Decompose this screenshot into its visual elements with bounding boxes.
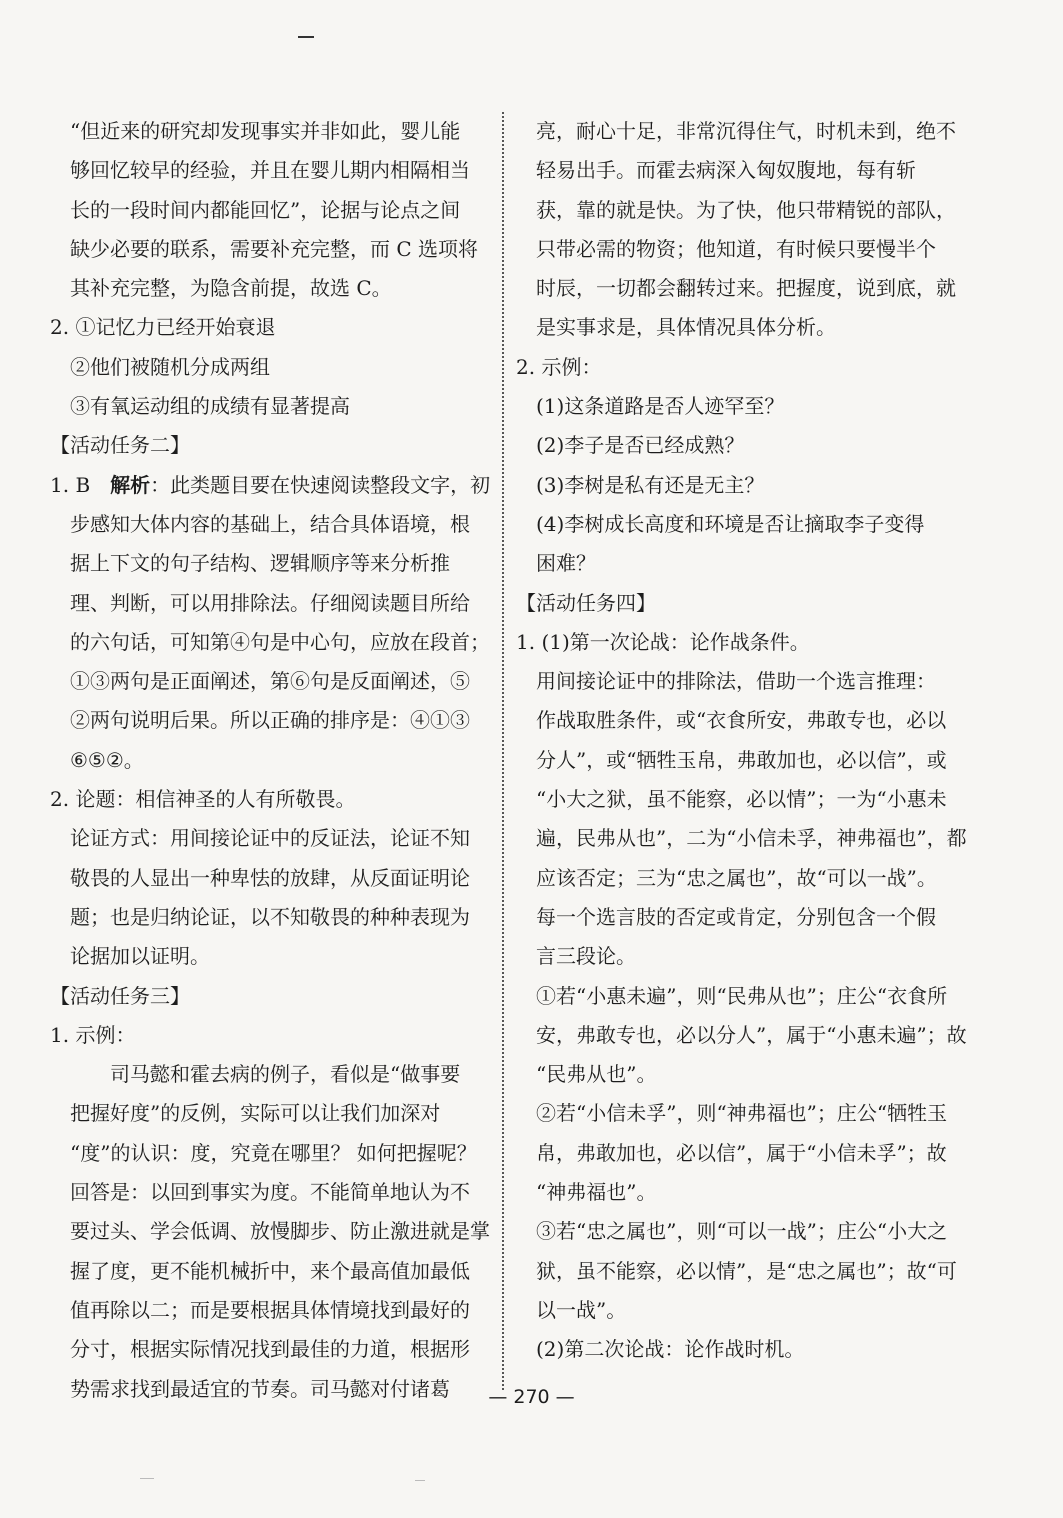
left-text-line: ③有氧运动组的成绩有显著提高 (70, 394, 350, 419)
right-text-line: 言三段论。 (536, 944, 636, 969)
left-text-line: 够回忆较早的经验，并且在婴儿期内相隔相当 (70, 158, 470, 183)
right-text-line: ③若“忠之属也”，则“可以一战”；庄公“小大之 (536, 1219, 948, 1244)
right-text-line: (1)这条道路是否人迹罕至？ (536, 394, 785, 419)
left-text-line: 2. ①记忆力已经开始衰退 (50, 315, 276, 340)
top-dash-mark (298, 36, 314, 38)
left-text-line: “度”的认识：度，究竟在哪里？ 如何把握呢？ (70, 1140, 477, 1165)
right-text-line: 遍，民弗从也”，二为“小信未孚，神弗福也”，都 (536, 826, 967, 851)
right-text-line: 【活动任务四】 (516, 590, 656, 615)
right-text-line: 用间接论证中的排除法，借助一个选言推理： (536, 669, 936, 694)
right-text-line: 轻易出手。而霍去病深入匈奴腹地，每有斩 (536, 158, 916, 183)
right-text-line: 困难？ (536, 551, 596, 576)
left-text-line: “但近来的研究却发现事实并非如此，婴儿能 (70, 119, 461, 143)
right-text-line: 亮，耐心十足，非常沉得住气，时机未到，绝不 (536, 119, 956, 143)
right-text-line: “小大之狱，虽不能察，必以情”；一为“小惠未 (536, 787, 947, 812)
right-text-line: 是实事求是，具体情况具体分析。 (536, 315, 836, 340)
right-text-line: “神弗福也”。 (536, 1180, 657, 1205)
left-text-line: 把握好度”的反例，实际可以让我们加深对 (70, 1101, 441, 1126)
left-text-line: 要过头、学会低调、放慢脚步、防止激进就是掌 (70, 1219, 490, 1244)
right-text-line: 作战取胜条件，或“衣食所安，弗敢专也，必以 (536, 708, 947, 733)
column-divider (502, 112, 504, 1390)
left-text-line: 长的一段时间内都能回忆”，论据与论点之间 (70, 197, 461, 222)
right-text-line: (3)李树是私有还是无主？ (536, 472, 765, 497)
right-text-line: 每一个选言肢的否定或肯定，分别包含一个假 (536, 904, 936, 929)
left-text-line: 分寸，根据实际情况找到最佳的力道，根据形 (70, 1337, 470, 1362)
right-text-line: 以一战”。 (536, 1297, 627, 1322)
right-text-line: 安，弗敢专也，必以分人”，属于“小惠未遍”；故 (536, 1022, 967, 1047)
scan-speck (140, 1478, 154, 1479)
left-text-line: 握了度，更不能机械折中，来个最高值加最低 (70, 1258, 470, 1283)
left-text-line: 1. B 解析：此类题目要在快速阅读整段文字，初 (50, 472, 491, 497)
left-text-line: ⑥⑤②。 (70, 747, 144, 772)
right-text-line: 分人”，或“牺牲玉帛，弗敢加也，必以信”，或 (536, 747, 947, 772)
analysis-label: 解析 (110, 472, 151, 497)
left-text-line: 敬畏的人显出一种卑怯的放肆，从反面证明论 (70, 865, 470, 890)
left-text-line: 司马懿和霍去病的例子，看似是“做事要 (110, 1062, 461, 1087)
right-text-line: ②若“小信未孚”，则“神弗福也”；庄公“牺牲玉 (536, 1101, 948, 1126)
left-text-line: 的六句话，可知第④句是中心句，应放在段首； (70, 629, 490, 654)
right-text-line: 应该否定；三为“忠之属也”，故“可以一战”。 (536, 865, 937, 890)
left-text-line: 据上下文的句子结构、逻辑顺序等来分析推 (70, 551, 450, 576)
right-text-line: (2)第二次论战：论作战时机。 (536, 1337, 805, 1362)
right-text-line: 时辰，一切都会翻转过来。把握度，说到底，就 (536, 276, 956, 301)
right-text-line: 获，靠的就是快。为了快，他只带精锐的部队， (536, 197, 956, 222)
left-column (50, 112, 490, 1409)
right-text-line: 只带必需的物资；他知道，有时候只要慢半个 (536, 236, 936, 261)
right-text-line: (2)李子是否已经成熟？ (536, 433, 745, 458)
right-text-line: ①若“小惠未遍”，则“民弗从也”；庄公“衣食所 (536, 983, 948, 1008)
left-text-line: 势需求找到最适宜的节奏。司马懿对付诸葛 (70, 1376, 450, 1401)
left-text-line: 其补充完整，为隐含前提，故选 C。 (70, 276, 392, 301)
right-text-line: 1. (1)第一次论战：论作战条件。 (516, 629, 810, 654)
left-text-line: 2. 论题：相信神圣的人有所敬畏。 (50, 787, 356, 812)
right-text-line: 2. 示例： (516, 354, 602, 379)
right-text-line: “民弗从也”。 (536, 1062, 657, 1087)
left-text-line: 回答是：以回到事实为度。不能简单地认为不 (70, 1180, 470, 1205)
left-text-line: ②他们被随机分成两组 (70, 354, 270, 379)
left-text-line: 步感知大体内容的基础上，结合具体语境，根 (70, 511, 470, 536)
right-column (516, 112, 967, 1370)
left-text-line: 【活动任务三】 (50, 983, 190, 1008)
right-text-line: 狱，虽不能察，必以情”，是“忠之属也”；故“可 (536, 1258, 957, 1283)
left-text-line: 论证方式：用间接论证中的反证法，论证不知 (70, 826, 470, 851)
left-text-line: 1. 示例： (50, 1022, 136, 1047)
right-text-line: (4)李树成长高度和环境是否让摘取李子变得 (536, 511, 925, 536)
left-text-line: ①③两句是正面阐述，第⑥句是反面阐述，⑤ (70, 669, 470, 694)
scan-speck (415, 1480, 425, 1481)
right-text-line: 帛，弗敢加也，必以信”，属于“小信未孚”；故 (536, 1140, 947, 1165)
left-text-line: 题；也是归纳论证，以不知敬畏的种种表现为 (70, 904, 470, 929)
page-number: — 270 — (488, 1386, 575, 1408)
left-text-line: 理、判断，可以用排除法。仔细阅读题目所给 (70, 590, 470, 615)
left-text-line: 【活动任务二】 (50, 433, 190, 458)
left-text-line: 值再除以二；而是要根据具体情境找到最好的 (70, 1297, 470, 1322)
left-text-line: ②两句说明后果。所以正确的排序是：④①③ (70, 708, 470, 733)
left-text-line: 论据加以证明。 (70, 944, 210, 969)
left-text-line: 缺少必要的联系，需要补充完整，而 C 选项将 (70, 236, 479, 261)
